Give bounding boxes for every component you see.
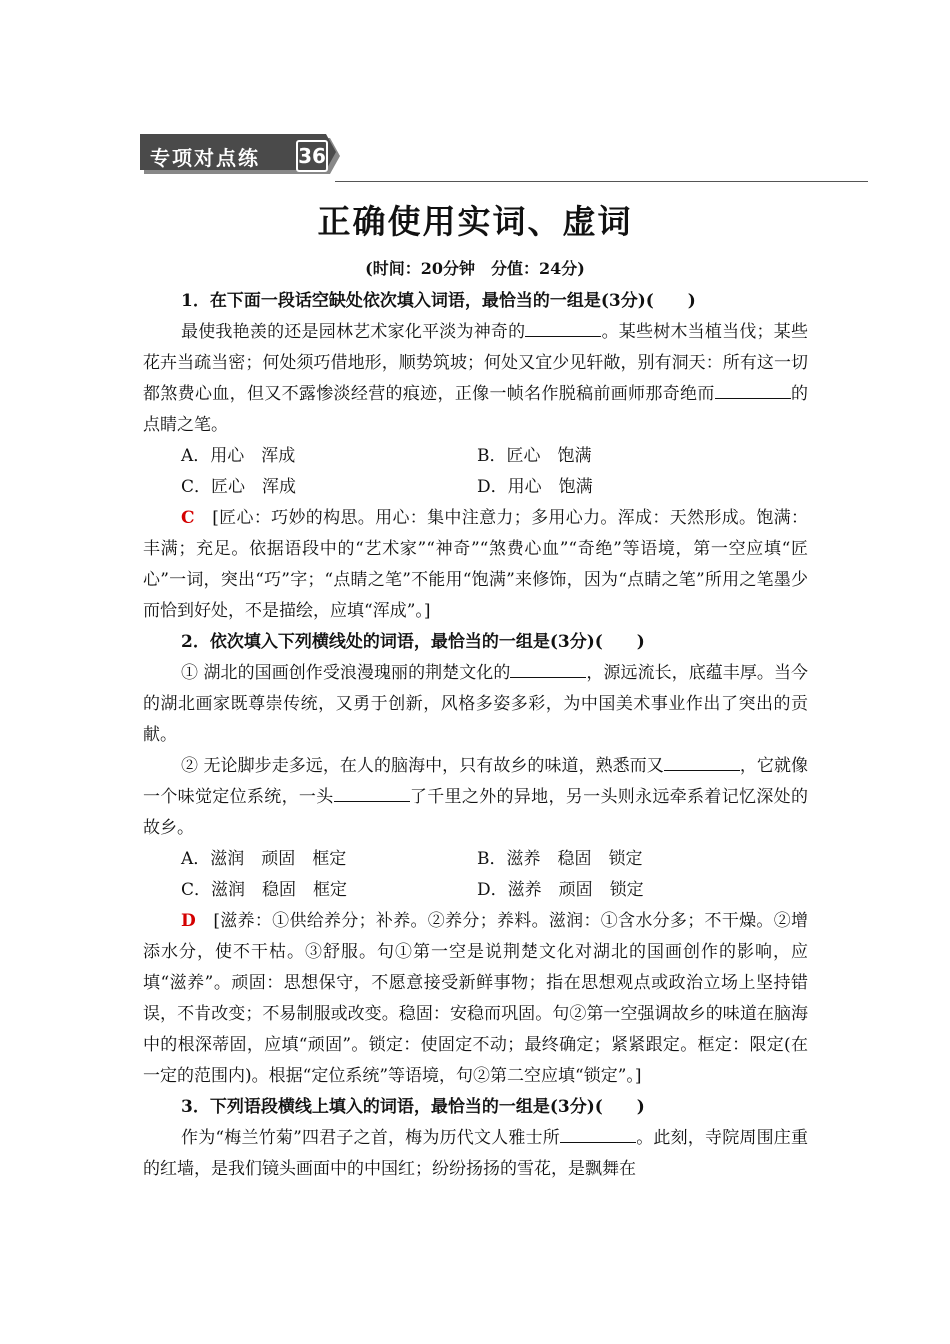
passage-text: 最使我艳羡的还是园林艺术家化平淡为神奇的 — [181, 322, 526, 342]
question-3-stem: 3．下列语段横线上填入的词语，最恰当的一组是(3分)( ) — [181, 1097, 645, 1117]
option-c: C．匠心 浑成 — [181, 477, 297, 497]
question-2-stem: 2．依次填入下列横线处的词语，最恰当的一组是(3分)( ) — [181, 632, 645, 652]
blank — [334, 787, 410, 802]
question-1-stem: 1．在下面一段话空缺处依次填入词语，最恰当的一组是(3分)( ) — [181, 291, 696, 311]
question-2-answer — [143, 906, 808, 1092]
option-d: D．用心 饱满 — [477, 477, 593, 497]
option-a: A．滋润 顽固 框定 — [181, 849, 347, 869]
badge-number: 36 — [296, 140, 328, 172]
badge-label: 专项对点练 — [150, 146, 260, 170]
blank — [525, 322, 601, 337]
passage-text: ① 湖北的国画创作受浪漫瑰丽的荆楚文化的 — [181, 663, 511, 683]
question-2-passage-1 — [143, 658, 808, 751]
blank — [715, 384, 791, 399]
question-1-passage — [143, 317, 808, 441]
passage-text: 的点睛之笔。 — [143, 384, 809, 435]
blank — [510, 663, 586, 678]
page-title: 正确使用实词、虚词 — [317, 202, 633, 241]
passage-text: 。某些树木当植当伐；某些花卉当疏当密；何处须巧借地形，顺势筑坡；何处又宜少见轩敞，别有洞天：所有这一切都煞费心血，但又不露惨淡经营的痕迹，正像一帧名作脱稿前画师那奇绝而 — [143, 322, 808, 404]
answer-letter: D — [181, 911, 196, 931]
question-2-passage-2 — [143, 751, 808, 844]
answer-explanation: [滋养：①供给养分；补养。②养分；养料。滋润：①含水分多；不干燥。②增添水分，使不干枯。③舒服。句①第一空是说荆楚文化对湖北的国画创作的影响，应填“滋养”。顽固：思想保守，不愿意接受新鲜事物；指在思想观点或政治立场上坚持错误，不肯改变；不易制服或改变。稳固：安稳而巩固。句②第一空强调故乡的味道在脑海中的根深蒂固，应填“顽固”。锁定：使固定不动；最终确定；紧紧跟定。框定：限定(在一定的范围内)。根据“定位系统”等语境，句②第二空应填“锁定”。] — [143, 911, 808, 1086]
blank — [664, 756, 740, 771]
page-subtitle: (时间：20分钟 分值：24分) — [365, 259, 585, 278]
option-b: B．匠心 饱满 — [477, 446, 592, 466]
option-a: A．用心 浑成 — [181, 446, 296, 466]
question-1-options-row-1 — [181, 441, 808, 472]
answer-letter: C — [181, 508, 195, 528]
question-2-options-row-1 — [181, 844, 808, 875]
question-content — [143, 286, 808, 1185]
header-rule — [335, 181, 868, 182]
passage-text: ，源远流长，底蕴丰厚。当今的湖北画家既尊崇传统，又勇于创新，风格多姿多彩，为中国美术事业作出了突出的贡献。 — [143, 663, 809, 745]
question-3-passage — [143, 1123, 808, 1185]
section-badge — [140, 134, 340, 178]
blank — [560, 1128, 636, 1143]
passage-text: ② 无论脚步走多远，在人的脑海中，只有故乡的味道，熟悉而又 — [181, 756, 664, 776]
question-1-answer — [143, 503, 808, 627]
option-c: C．滋润 稳固 框定 — [181, 880, 348, 900]
option-d: D．滋养 顽固 锁定 — [477, 880, 644, 900]
question-1-options-row-2 — [181, 472, 808, 503]
answer-explanation: [匠心：巧妙的构思。用心：集中注意力；多用心力。浑成：天然形成。饱满：丰满；充足。依据语段中的“艺术家”“神奇”“煞费心血”“奇绝”等语境，第一空应填“匠心”一词，突出“巧”字；“点睛之笔”不能用“饱满”来修饰，因为“点睛之笔”所用之笔墨少而恰到好处，不是描绘，应填“浑成”。] — [143, 508, 809, 621]
passage-text: ，它就像一个味觉定位系统，一头 — [143, 756, 809, 807]
passage-text: 。此刻，寺院周围庄重的红墙，是我们镜头画面中的中国红；纷纷扬扬的雪花，是飘舞在 — [143, 1128, 809, 1179]
option-b: B．滋养 稳固 锁定 — [477, 849, 643, 869]
question-2-options-row-2 — [181, 875, 808, 906]
passage-text: 了千里之外的异地，另一头则永远牵系着记忆深处的故乡。 — [143, 787, 809, 838]
passage-text: 作为“梅兰竹菊”四君子之首，梅为历代文人雅士所 — [181, 1128, 560, 1148]
